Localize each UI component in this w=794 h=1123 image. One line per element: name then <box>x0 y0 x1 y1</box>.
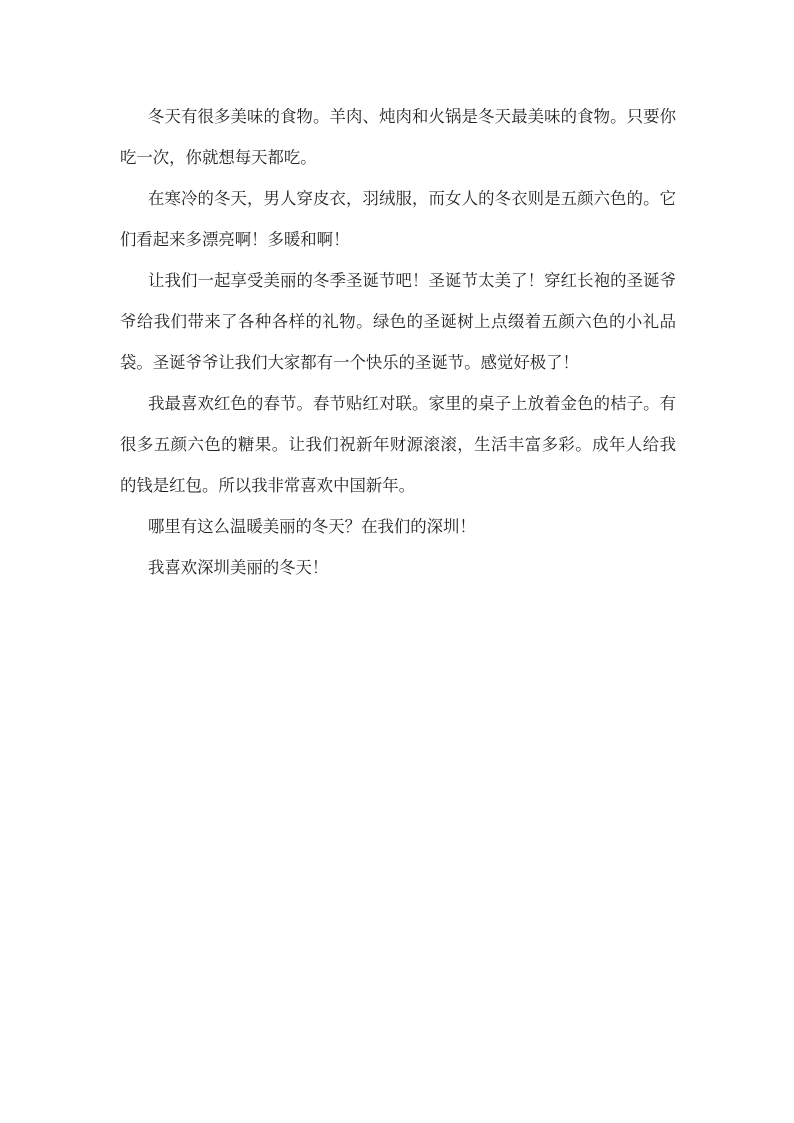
paragraph-spring-festival: 我最喜欢红色的春节。春节贴红对联。家里的桌子上放着金色的桔子。有很多五颜六色的糖果。让我们祝新年财源滚滚，生活丰富多彩。成年人给我的钱是红包。所以我非常喜欢中国新年。 <box>120 394 676 495</box>
paragraph-christmas: 让我们一起享受美丽的冬季圣诞节吧！圣诞节太美了！穿红长袍的圣诞爷爷给我们带来了各种各样的礼物。绿色的圣诞树上点缀着五颜六色的小礼品袋。圣诞爷爷让我们大家都有一个快乐的圣诞节。感觉好极了！ <box>120 271 676 372</box>
document-body <box>120 96 676 588</box>
paragraph-winter-clothes: 在寒冷的冬天，男人穿皮衣，羽绒服，而女人的冬衣则是五颜六色的。它们看起来多漂亮啊！多暖和啊！ <box>120 189 676 249</box>
paragraph-shenzhen-question: 哪里有这么温暖美丽的冬天？在我们的深圳！ <box>148 517 476 536</box>
paragraph-winter-food: 冬天有很多美味的食物。羊肉、炖肉和火锅是冬天最美味的食物。只要你吃一次，你就想每天都吃。 <box>120 107 676 167</box>
paragraph-closing: 我喜欢深圳美丽的冬天！ <box>148 558 329 577</box>
